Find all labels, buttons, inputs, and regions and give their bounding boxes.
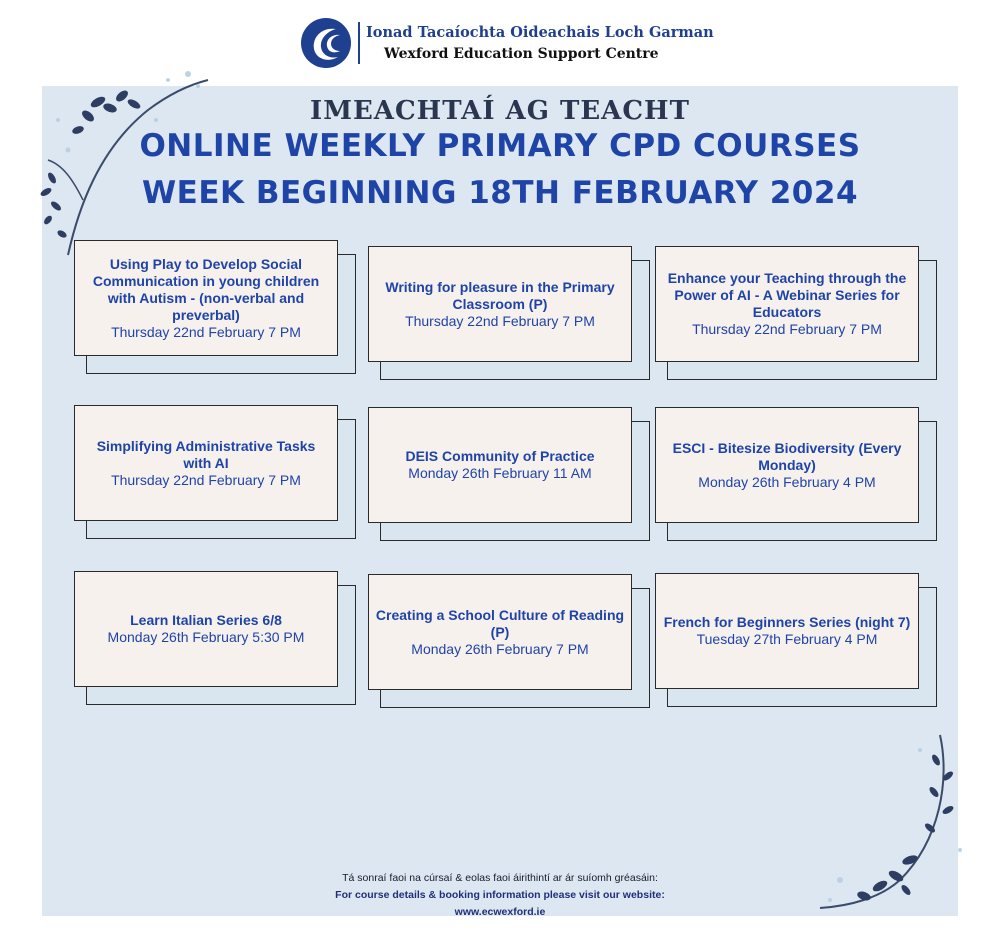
course-card <box>74 405 354 525</box>
course-date: Monday 26th February 7 PM <box>411 640 589 657</box>
course-card <box>368 246 648 366</box>
course-card <box>74 240 354 360</box>
footer-english-text: For course details & booking information please visit our website: <box>335 889 665 901</box>
course-title: Enhance your Teaching through the Power of AI - A Webinar Series for Educators <box>667 270 907 320</box>
header-band <box>290 0 710 86</box>
course-title: Creating a School Culture of Reading (P) <box>375 606 625 640</box>
course-card-body <box>655 407 919 523</box>
course-title: Simplifying Administrative Tasks with AI <box>96 437 316 471</box>
course-title: Learn Italian Series 6/8 <box>130 612 282 628</box>
course-date: Thursday 22nd February 7 PM <box>111 471 301 488</box>
course-card <box>74 571 354 691</box>
upcoming-events-heading: IMEACHTAÍ AG TEACHT <box>310 96 690 126</box>
course-card <box>368 574 648 694</box>
course-title: French for Beginners Series (night 7) <box>663 614 911 630</box>
course-date: Thursday 22nd February 7 PM <box>405 312 595 329</box>
course-date: Tuesday 27th February 4 PM <box>696 631 878 647</box>
course-date: Thursday 22nd February 7 PM <box>692 321 882 337</box>
course-date: Monday 26th February 11 AM <box>408 465 592 481</box>
course-card-body <box>368 246 632 362</box>
course-card <box>655 246 935 366</box>
course-card <box>368 407 648 527</box>
course-date: Monday 26th February 5:30 PM <box>107 629 305 645</box>
course-title: Writing for pleasure in the Primary Classroom (P) <box>385 278 615 312</box>
course-card-body <box>368 574 632 690</box>
course-date: Monday 26th February 4 PM <box>698 473 876 490</box>
course-card-body <box>74 405 338 521</box>
website-link[interactable]: www.ecwexford.ie <box>454 906 546 918</box>
course-title: DEIS Community of Practice <box>405 448 595 464</box>
course-title: ESCI - Bitesize Biodiversity (Every Monday) <box>672 439 902 473</box>
course-card-body <box>655 246 919 362</box>
wexford-logo-icon <box>300 17 352 69</box>
course-title: Using Play to Develop Social Communication in young children with Autism - (non-verbal and preverbal) <box>92 255 320 323</box>
page-subtitle: WEEK BEGINNING 18TH FEBRUARY 2024 <box>141 175 859 211</box>
course-card-body <box>74 571 338 687</box>
course-date: Thursday 22nd February 7 PM <box>111 323 301 340</box>
course-card <box>655 407 935 527</box>
page-title: ONLINE WEEKLY PRIMARY CPD COURSES <box>139 128 861 164</box>
footer-irish-text: Tá sonraí faoi na cúrsaí & eolas faoi áirithintí ar ár suíomh gréasáin: <box>342 872 658 884</box>
course-card-body <box>368 407 632 523</box>
logo-divider <box>358 22 360 64</box>
course-card-body <box>655 573 919 689</box>
course-card <box>655 573 935 693</box>
org-name-irish: Ionad Tacaíochta Oideachais Loch Garman <box>366 24 714 41</box>
org-name-english: Wexford Education Support Centre <box>384 46 659 62</box>
course-card-body <box>74 240 338 356</box>
